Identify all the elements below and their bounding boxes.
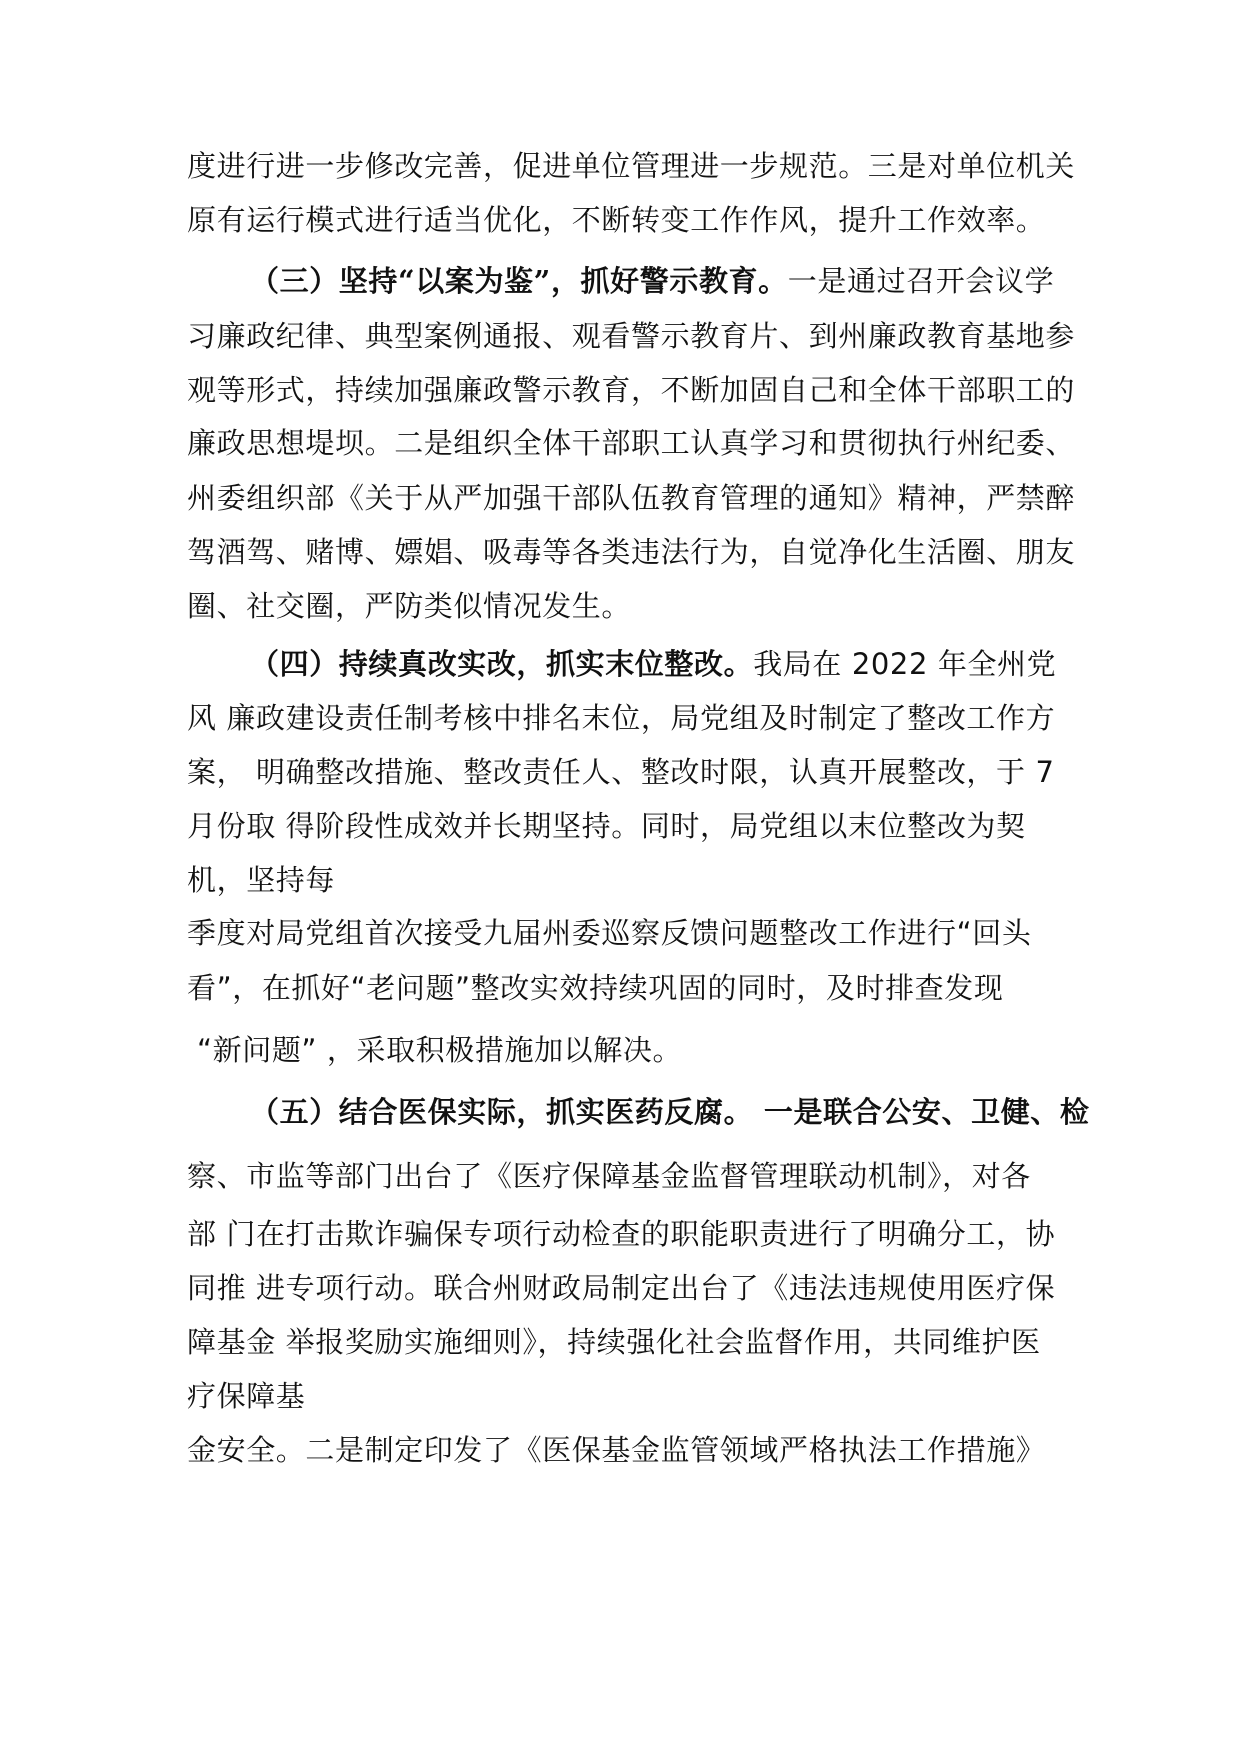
line-text: 度进行进一步修改完善，促进单位管理进一步规范。三是对单位机关: [187, 149, 1076, 183]
paragraph-line: [187, 532, 1075, 572]
line-text: 廉政思想堤坝。二是组织全体干部职工认真学习和贯彻执行州纪委、: [187, 426, 1076, 460]
paragraph-line: [187, 968, 1003, 1008]
section-heading-line: [250, 644, 1056, 684]
line-text: 部 门在打击欺诈骗保专项行动检查的职能职责进行了明确分工，协: [187, 1217, 1056, 1251]
line-text: 金安全。二是制定印发了《医保基金监管领域严格执法工作措施》: [187, 1433, 1046, 1467]
section-heading-line: [250, 261, 1054, 301]
paragraph-line: [187, 370, 1075, 410]
line-text: “新问题” ，采取积极措施加以解决。: [197, 1033, 683, 1067]
paragraph-line: [187, 1156, 1031, 1196]
line-text: 一是通过召开会议学: [787, 264, 1055, 298]
line-text: 风 廉政建设责任制考核中排名末位，局党组及时制定了整改工作方: [187, 701, 1056, 735]
paragraph-line: [187, 316, 1075, 356]
line-text: 同推 进专项行动。联合州财政局制定出台了《违法违规使用医疗保: [187, 1271, 1056, 1305]
section-heading: （五）结合医保实际，抓实医药反腐。: [250, 1095, 754, 1129]
line-text: 障基金 举报奖励实施细则》，持续强化社会监督作用，共同维护医: [187, 1325, 1041, 1359]
line-text: 季度对局党组首次接受九届州委巡察反馈问题整改工作进行“回头: [187, 916, 1032, 950]
line-text: 案， 明确整改措施、整改责任人、整改时限，认真开展整改，于 7: [187, 755, 1055, 789]
paragraph-line: [187, 1430, 1045, 1470]
line-text: 察、市监等部门出台了《医疗保障基金监督管理联动机制》，对各: [187, 1159, 1031, 1193]
line-text: 观等形式，持续加强廉政警示教育，不断加固自己和全体干部职工的: [187, 373, 1076, 407]
paragraph-line: [187, 1322, 1041, 1362]
section-heading: （四）持续真改实改，抓实末位整改。: [250, 647, 754, 681]
paragraph-line: [187, 698, 1055, 738]
paragraph-line: [187, 586, 631, 626]
line-text: 圈、社交圈，严防类似情况发生。: [187, 589, 632, 623]
line-text: 驾酒驾、赌博、嫖娼、吸毒等各类违法行为，自觉净化生活圈、朋友: [187, 535, 1076, 569]
line-text: 机，坚持每: [187, 863, 336, 897]
paragraph-line: [187, 146, 1075, 186]
section-heading-line: [250, 1092, 1090, 1132]
line-text: 州委组织部《关于从严加强干部队伍教育管理的通知》精神，严禁醉: [187, 481, 1076, 515]
paragraph-line: [187, 1376, 305, 1416]
paragraph-line: [187, 860, 335, 900]
line-text: 疗保障基: [187, 1379, 306, 1413]
paragraph-line: [187, 478, 1075, 518]
paragraph-line: [197, 1030, 682, 1070]
paragraph-line: [187, 913, 1031, 953]
paragraph-line: [187, 423, 1075, 463]
paragraph-line: [187, 1214, 1055, 1254]
line-text: 我局在 2022 年全州党: [753, 647, 1057, 681]
line-text: 一是联合公安、卫健、检: [753, 1095, 1090, 1129]
line-text: 习廉政纪律、典型案例通报、观看警示教育片、到州廉政教育基地参: [187, 319, 1076, 353]
paragraph-line: [187, 1268, 1055, 1308]
line-text: 原有运行模式进行适当优化，不断转变工作作风，提升工作效率。: [187, 203, 1046, 237]
line-text: 月份取 得阶段性成效并长期坚持。同时，局党组以末位整改为契: [187, 809, 1026, 843]
section-heading: （三）坚持“以案为鉴”，抓好警示教育。: [250, 264, 788, 298]
paragraph-line: [187, 752, 1055, 792]
paragraph-line: [187, 200, 1045, 240]
paragraph-line: [187, 806, 1026, 846]
line-text: 看”，在抓好“老问题”整改实效持续巩固的同时，及时排查发现: [187, 971, 1004, 1005]
